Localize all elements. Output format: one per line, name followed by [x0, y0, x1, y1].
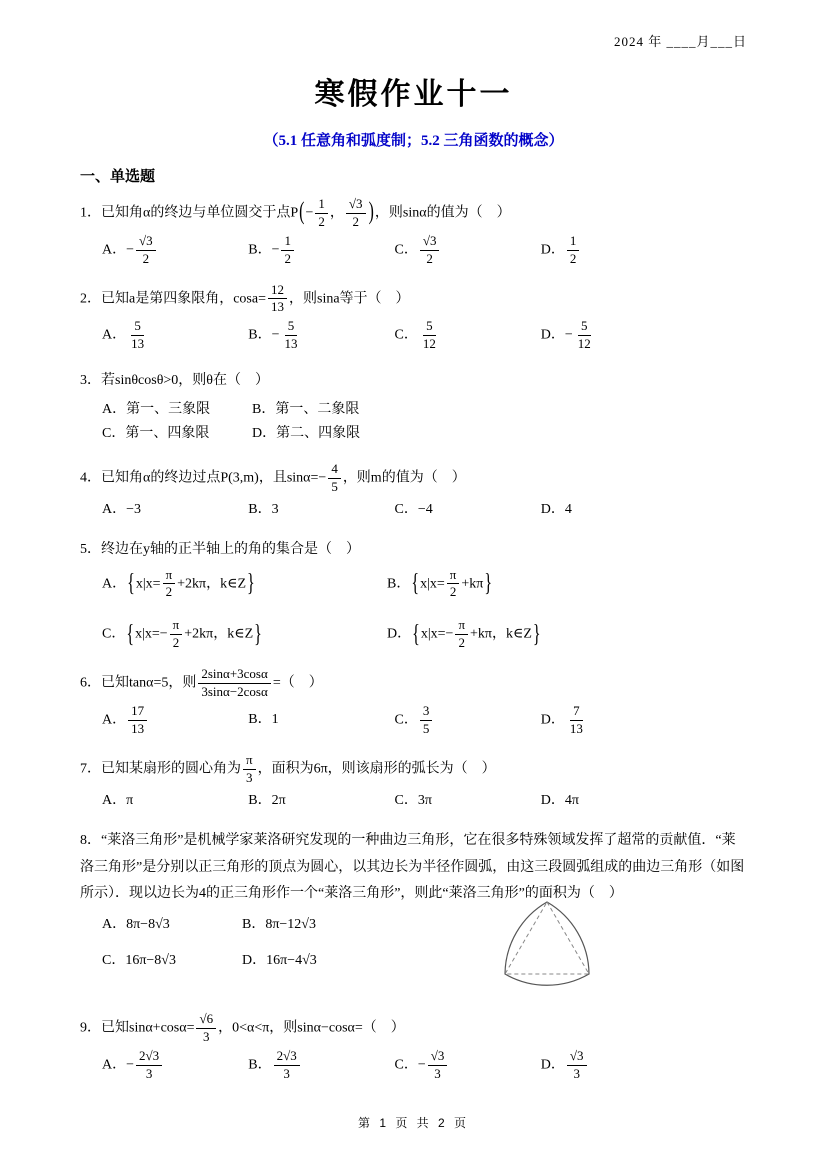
- question-7-stem: 7．已知某扇形的圆心角为 $\frac{\pi}{3}$ ，面积为6π，则该扇形的弧长为（ ）: [80, 752, 496, 785]
- question-3: [80, 368, 747, 455]
- question-9-option-d: D． $\frac{√3}{3}$: [541, 1049, 687, 1082]
- question-1-option-d: D． $\frac{1}{2}$: [541, 234, 687, 267]
- question-8-stem: 8．“莱洛三角形”是机械学家莱洛研究发现的一种曲边三角形，它在很多特殊领域发挥了超常的贡献值．“莱洛三角形”是分别以正三角形的顶点为圆心，以其边长为半径作圆弧，由这三段圆弧组成的曲边三角形（如图所示）．现以边长为4的正三角形作一个“莱洛三角形”，则此“莱洛三角形”的面积为（ ）: [80, 833, 745, 902]
- question-3-option-b: B．第一、二象限: [252, 401, 360, 417]
- question-1-option-b: B．− $\frac{1}{2}$: [248, 234, 394, 267]
- question-5: [80, 537, 747, 661]
- question-3-options: [102, 399, 747, 446]
- question-8-option-c: C．16π−8√3: [102, 953, 176, 969]
- question-7-option-b: B．2π: [248, 792, 286, 808]
- question-1: [80, 197, 747, 277]
- reuleaux-triangle-svg: [497, 896, 597, 998]
- question-8-option-a: A．8π−8√3: [102, 917, 170, 933]
- reuleaux-inner-triangle: [505, 902, 589, 974]
- question-6-option-c: C． $\frac{3}{5}$: [395, 704, 541, 737]
- question-4-option-c: C．−4: [394, 501, 433, 517]
- question-7-option-a: A．π: [102, 792, 134, 808]
- question-1-options: [102, 234, 687, 267]
- question-2-options: [102, 319, 687, 352]
- question-4-option-d: D．4: [540, 501, 572, 517]
- question-6-option-b: B．1: [248, 712, 279, 728]
- question-2-stem: 2．已知a是第四象限角，cosa= $\frac{12}{13}$ ，则sina等于（ ）: [80, 281, 410, 315]
- question-7: [80, 753, 747, 822]
- question-8-option-d: D．16π−4√3: [242, 953, 317, 969]
- question-1-stem: 1．已知角α的终边与单位圆交于点P(− $\frac{1}{2}$ ， $\frac{√3}{2}$ )，则sinα的值为（ ）: [80, 195, 511, 229]
- section-heading: 一、单选题: [80, 167, 156, 185]
- question-2-option-a: A． $\frac{5}{13}$: [102, 318, 145, 352]
- question-3-option-c: C．第一、四象限: [102, 426, 210, 442]
- question-6-options: [102, 704, 687, 737]
- question-9: [80, 1012, 747, 1092]
- page-title: 寒假作业十一: [314, 77, 513, 111]
- question-7-option-d: D．4π: [540, 792, 579, 808]
- question-2: [80, 283, 747, 363]
- question-6-option-d: D． $\frac{7}{13}$: [540, 703, 583, 737]
- question-9-options: [102, 1049, 687, 1082]
- question-5-option-d: D．{x|x=− $\frac{\pi}{2}$ +kπ，k∈Z}: [387, 617, 541, 651]
- question-8-option-b: B．8π−12√3: [242, 917, 316, 933]
- question-1-option-c: C． $\frac{√3}{2}$: [395, 234, 541, 267]
- date-line: 2024 年 ____月___日: [613, 34, 747, 49]
- question-2-option-b: B．− $\frac{5}{13}$: [248, 318, 298, 352]
- question-1-option-a: A．− $\frac{√3}{2}$: [102, 234, 248, 267]
- page-number: 第 1 页 共 2 页: [357, 1115, 470, 1130]
- question-8-options: [102, 914, 382, 973]
- question-4-options: [102, 499, 687, 521]
- question-4-option-b: B．3: [248, 501, 279, 517]
- reuleaux-triangle-figure: [497, 896, 597, 1006]
- question-5-option-c: C．{x|x=− $\frac{\pi}{2}$ +2kπ，k∈Z}: [102, 617, 262, 651]
- question-5-option-a: A．{x|x= $\frac{\pi}{2}$ +2kπ，k∈Z}: [102, 566, 255, 600]
- question-3-option-a: A．第一、三象限: [102, 401, 211, 417]
- page-subtitle: （5.1 任意角和弧度制；5.2 三角函数的概念）: [263, 132, 564, 149]
- question-5-option-b: B．{x|x= $\frac{\pi}{2}$ +kπ}: [387, 566, 493, 600]
- question-9-option-a: A．− $\frac{2√3}{3}$: [102, 1049, 248, 1082]
- question-4-option-a: A．−3: [102, 501, 142, 517]
- question-9-option-c: C．− $\frac{√3}{3}$: [395, 1049, 541, 1082]
- question-9-stem: 9．已知sinα+cosα= $\frac{√6}{3}$ ，0<α<π，则sinα−cosα=（ ）: [80, 1011, 405, 1045]
- question-5-options: [102, 568, 747, 652]
- question-7-options: [102, 790, 687, 812]
- question-6-stem: 6．已知tanα=5，则 $\frac{2\sin\alpha+3\cos\alpha}{3\sin\alpha-2\cos\alpha}$ =（ ）: [80, 666, 323, 700]
- question-6: [80, 667, 747, 747]
- question-9-option-b: B． $\frac{2√3}{3}$: [248, 1049, 394, 1082]
- question-2-option-d: D．− $\frac{5}{12}$: [540, 318, 591, 352]
- question-6-option-a: A． $\frac{17}{13}$: [102, 704, 248, 737]
- reuleaux-outline: [505, 902, 589, 985]
- question-3-option-d: D．第二、四象限: [252, 426, 361, 442]
- question-7-option-c: C．3π: [394, 792, 432, 808]
- question-5-stem: 5．终边在y轴的正半轴上的角的集合是（ ）: [80, 541, 360, 557]
- question-8-bottom: [80, 910, 747, 1006]
- question-4: [80, 462, 747, 531]
- question-8: [80, 828, 747, 1006]
- question-2-option-c: C． $\frac{5}{12}$: [394, 318, 436, 352]
- question-4-stem: 4．已知角α的终边过点P(3,m)，且sinα=− $\frac{4}{5}$ ，则m的值为（ ）: [80, 460, 466, 494]
- question-3-stem: 3．若sinθcosθ>0，则θ在（ ）: [80, 373, 270, 389]
